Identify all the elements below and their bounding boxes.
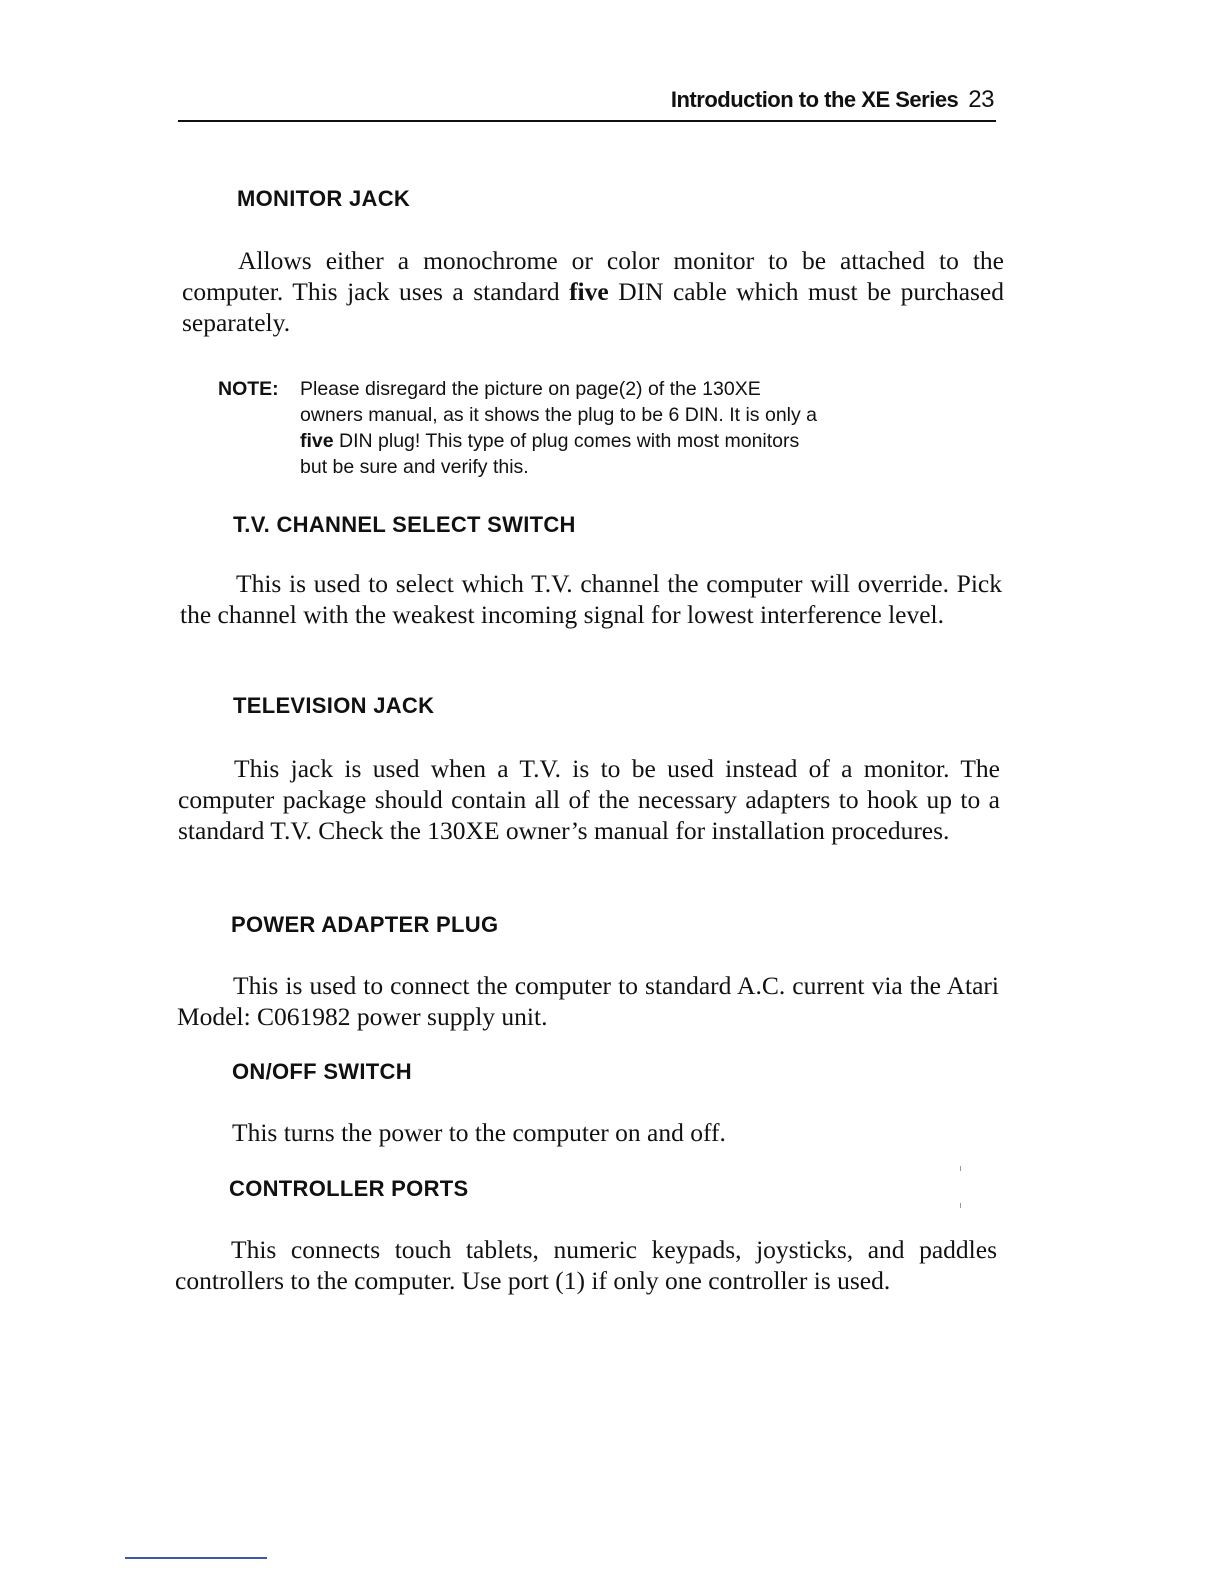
- header-title: Introduction to the XE Series: [670, 87, 959, 112]
- note-line: Please disregard the picture on page(2) of the 130XE: [300, 378, 761, 400]
- page-number: 23: [968, 86, 994, 113]
- section-heading-power-adapter-plug: POWER ADAPTER PLUG: [231, 912, 499, 937]
- section-body-monitor-jack: [182, 245, 1004, 338]
- header-text: [671, 86, 994, 114]
- section-body-controller-ports: This connects touch tablets, numeric keypads, joysticks, and paddles controllers to the computer. Use port (1) if only one controller is used.: [175, 1235, 997, 1295]
- note-emphasis: five: [300, 430, 334, 452]
- section-body-television-jack: This jack is used when a T.V. is to be used instead of a monitor. The computer package should contain all of the necessary adapters to hook up to a standard T.V. Check the 130XE owner’s manual for installation procedures.: [178, 754, 1000, 845]
- note-line: owners manual, as it shows the plug to be 6 DIN. It is only a: [300, 404, 818, 426]
- scan-speck: [960, 1203, 961, 1208]
- section-body-power-adapter-plug: This is used to connect the computer to standard A.C. current via the Atari Model: C061982 power supply unit.: [177, 971, 999, 1031]
- body-text: DIN cable which must be purchased separately.: [182, 277, 1004, 337]
- section-heading-tv-channel-select-switch: T.V. CHANNEL SELECT SWITCH: [233, 512, 576, 537]
- section-heading-television-jack: TELEVISION JACK: [233, 693, 435, 718]
- section-body-tv-channel-select-switch: This is used to select which T.V. channel the computer will override. Pick the channel with the weakest incoming signal for lowest interference level.: [180, 569, 1002, 629]
- scan-speck: [960, 1166, 961, 1171]
- note-label: NOTE:: [218, 378, 279, 400]
- running-header: [178, 84, 996, 122]
- body-emphasis: five: [569, 277, 609, 306]
- note-line: [300, 428, 890, 454]
- note-body: [300, 376, 890, 480]
- body-text: Allows either a monochrome or color monitor to be attached to the computer. This jack uses a standard: [182, 246, 1004, 306]
- note-line: but be sure and verify this.: [300, 456, 529, 478]
- section-body-on-off-switch: This turns the power to the computer on and off.: [232, 1118, 726, 1147]
- section-heading-monitor-jack: MONITOR JACK: [237, 186, 411, 211]
- section-heading-on-off-switch: ON/OFF SWITCH: [232, 1059, 412, 1084]
- section-heading-controller-ports: CONTROLLER PORTS: [229, 1176, 469, 1201]
- bottom-rule: [125, 1557, 267, 1559]
- note-text: DIN plug! This type of plug comes with most monitors: [333, 430, 800, 452]
